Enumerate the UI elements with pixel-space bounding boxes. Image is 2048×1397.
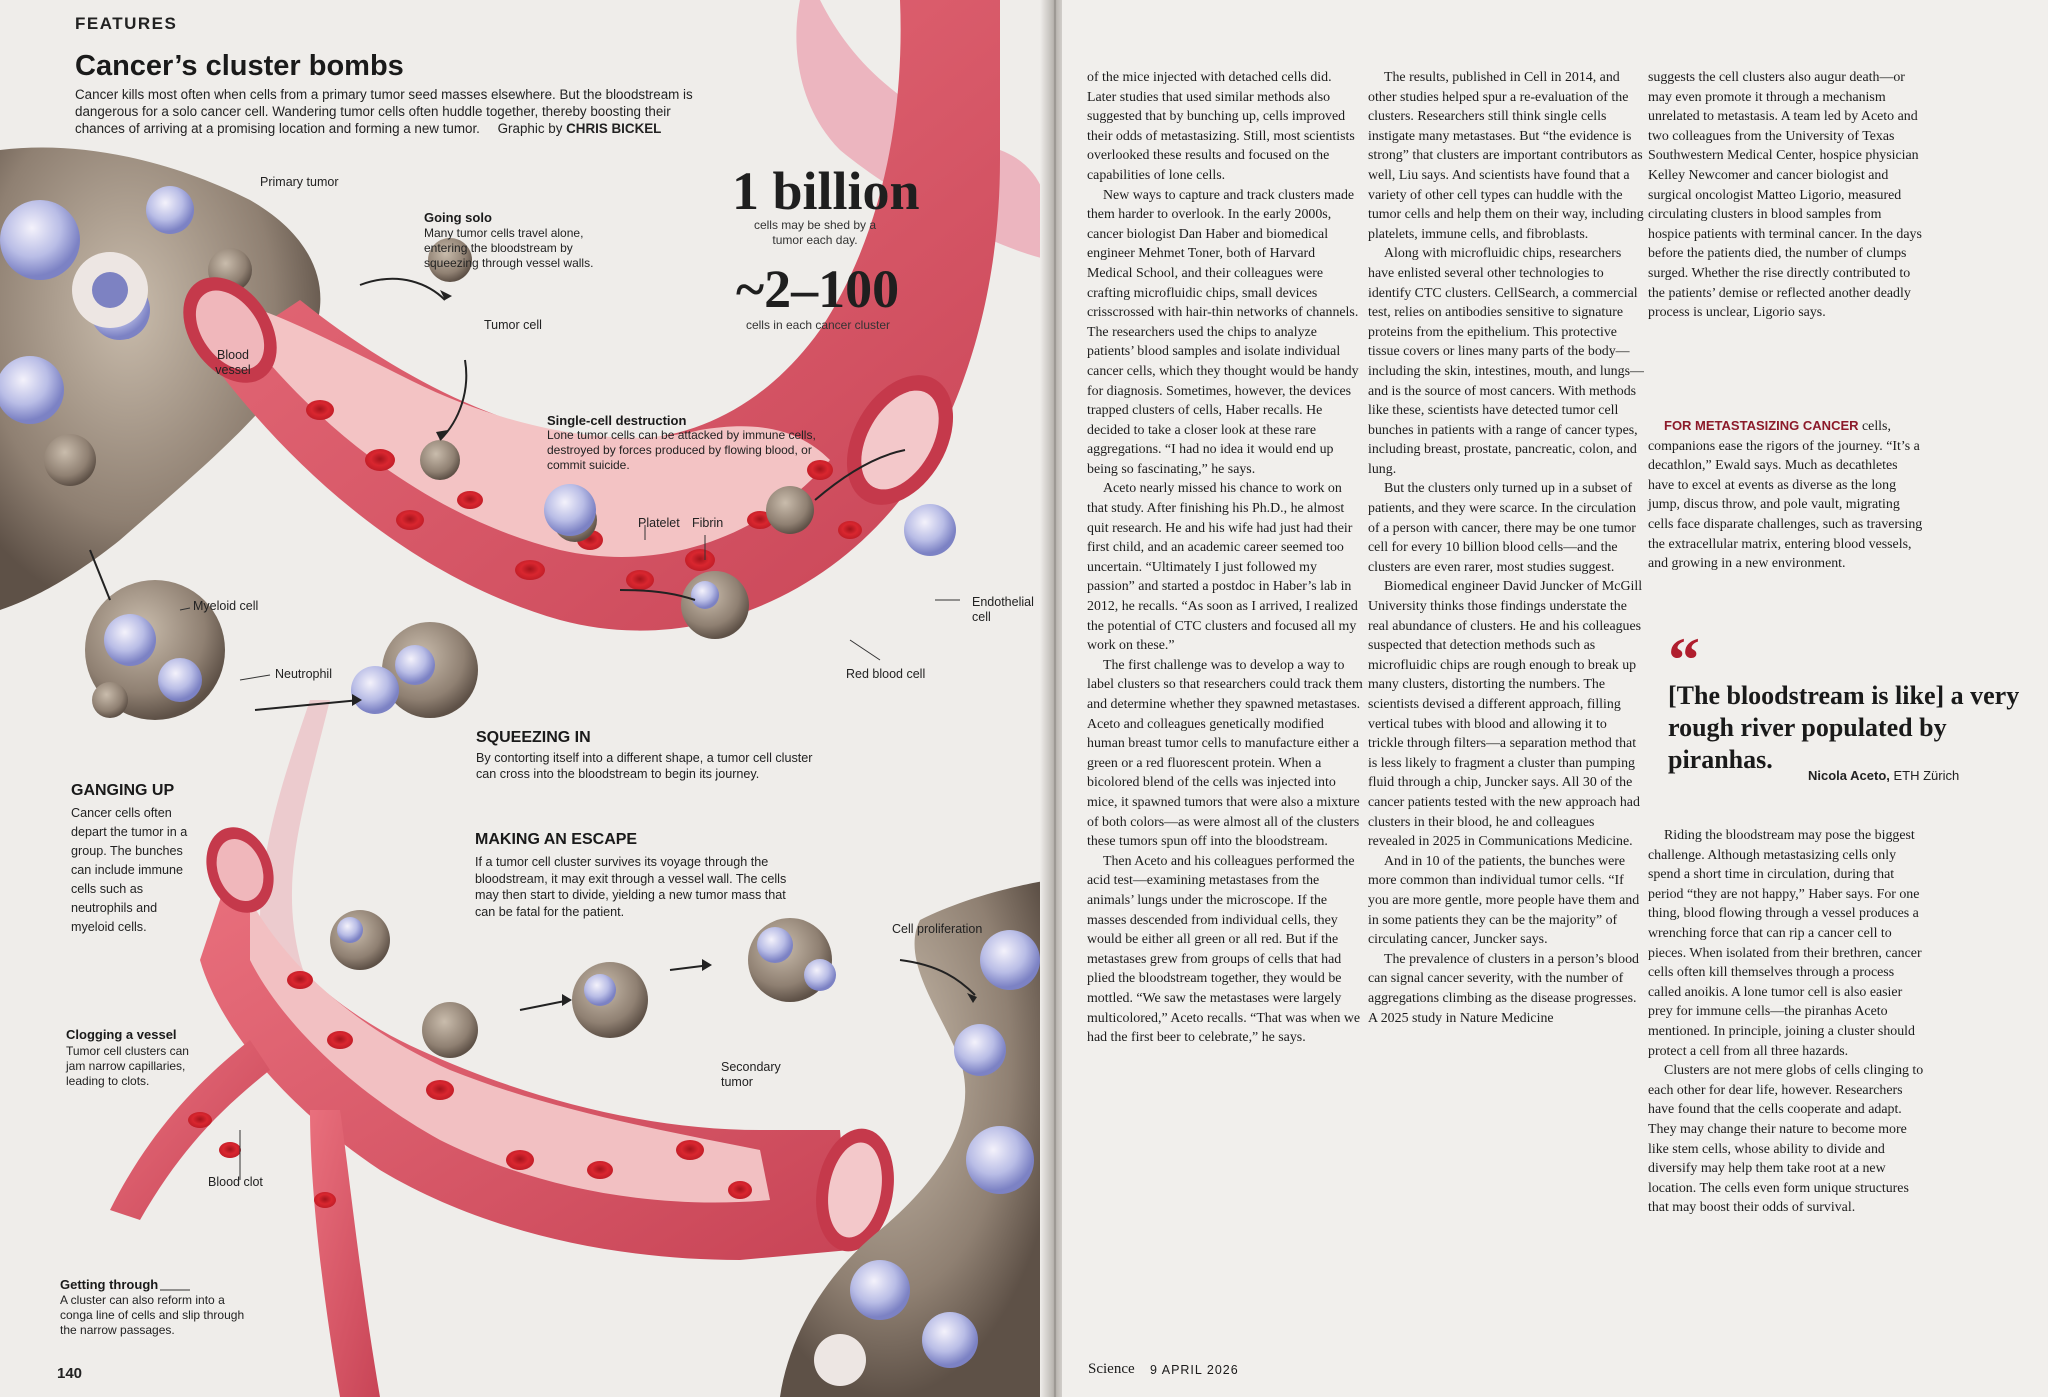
pull-quote xyxy=(1668,624,2040,783)
caption-ganging-body: Cancer cells often depart the tumor in a group. The bunches can include immune cells such as neutrophils and myeloid cells. xyxy=(71,806,188,934)
article-paragraph: suggests the cell clusters also augur death—or may even promote it through a mechanism unrelated to metastasis. A team led by Aceto and two colleagues from the University of Texas Southwestern Medical Center, hospice physician Kelley Newcomer and cancer biologist and surgical oncologist Matteo Ligorio, measured circulating clusters in blood samples from hospice patients with terminal cancer. In the days before the patients died, the number of clumps surged. Whether the rise directly contributed to the patients’ demise or reflected another deadly process is unclear, Ligorio says. xyxy=(1648,70,1922,321)
squeezing-cluster xyxy=(351,622,478,718)
article-paragraph: Along with microfluidic chips, researchers have enlisted several other technologies to identify CTC clusters. CellSearch, a commercial test, relies on antibodies sensitive to signature proteins from the epithelium. This protective tissue covers or lines many parts of the body—including the skin, intestines, mouth, and lungs—and is the source of most cancers. With methods like these, scientists have detected tumor cell bunches in patients with a range of cancer types, including breast, prostate, pancreatic, colon, and lung. xyxy=(1368,246,1644,477)
headline: Cancer’s cluster bombs xyxy=(75,50,404,82)
caption-squeezing-title: SQUEEZING IN xyxy=(476,729,591,746)
caption-clogging-title: Clogging a vessel xyxy=(66,1027,177,1042)
lead-in: FOR METASTASIZING CANCER xyxy=(1664,418,1859,433)
footer-magazine: Science xyxy=(1088,1361,1135,1377)
caption-going-solo-title: Going solo xyxy=(424,210,492,225)
article-paragraph: The prevalence of clusters in a person’s blood can signal cancer severity, with the number of aggregations climbing as the disease progresses. A 2025 study in Nature Medicine xyxy=(1368,951,1639,1026)
deck xyxy=(75,86,715,137)
label-secondary-tumor: Secondary tumor xyxy=(721,1060,781,1089)
caption-ganging-title: GANGING UP xyxy=(71,782,175,799)
caption-going-solo-body: Many tumor cells travel alone, entering the bloodstream by squeezing through vessel walls. xyxy=(424,226,594,270)
stat-cluster-size-caption: cells in each cancer cluster xyxy=(745,318,891,332)
label-primary-tumor: Primary tumor xyxy=(260,175,339,189)
pull-quote-name: Nicola Aceto, xyxy=(1808,768,1890,783)
caption-escape-body: If a tumor cell cluster survives its voyage through the bloodstream, it may exit through a vessel wall. The cells may then start to divide, yielding a new tumor mass that can be fatal for the patient. xyxy=(475,855,787,919)
label-endothelial-cell: Endothelial cell xyxy=(972,595,1034,624)
deck-text: Cancer kills most often when cells from a primary tumor seed masses elsewhere. But the bloodstream is dangerous for a solo cancer cell. Wandering tumor cells often huddle together, thereby boosting their chances of arriving at a promising location and forming a new tumor. xyxy=(75,87,693,136)
article-paragraph: Aceto nearly missed his chance to work on that study. After finishing his Ph.D., he almost quit research. He and his wife had just had their first child, and an academic career seemed too uncertain. “Ultimately I just followed my passion” and started a postdoc in Haber’s lab in 2012, he recalls. “As soon as I arrived, I realized the potential of CTC clusters and focused all my work on these.” xyxy=(1087,481,1358,654)
credit-prefix: Graphic by xyxy=(497,121,563,136)
stat-one-billion: 1 billion xyxy=(732,161,920,221)
section-label: FEATURES xyxy=(75,14,178,33)
article-column-1 xyxy=(1087,68,1363,1048)
label-tumor-cell: Tumor cell xyxy=(484,318,542,332)
label-red-blood-cell: Red blood cell xyxy=(846,667,926,681)
article-paragraph: And in 10 of the patients, the bunches were more common than individual tumor cells. “If you are more gentle, more people have them and in some patients they can be the majority” of circulating cancer, Juncker says. xyxy=(1368,853,1640,948)
article-column-3-top xyxy=(1648,68,1924,323)
footer-date: 9 APRIL 2026 xyxy=(1150,1363,1239,1377)
credit-name: CHRIS BICKEL xyxy=(566,121,662,136)
label-neutrophil: Neutrophil xyxy=(275,667,332,681)
label-myeloid-cell: Myeloid cell xyxy=(193,599,259,613)
article-paragraph: New ways to capture and track clusters made them harder to overlook. In the early 2000s, cancer biologist Dan Haber and biomedical engineer Mehmet Toner, both of Harvard Medical School, and their colleagues were crafting microfluidic chips, small devices crisscrossed with hair-thin networks of channels. The researchers used the chips to analyze patients’ blood samples and isolate individual cancer cells, which they thought would be handy for diagnosis. Sometimes, however, the devices trapped clusters of cells, Haber recalls. He decided to take a closer look at these rare aggregations. “I had no idea it would end up being so fascinating,” he says. xyxy=(1087,187,1359,477)
label-fibrin: Fibrin xyxy=(692,516,724,530)
article-paragraph: Biomedical engineer David Juncker of McGill University thinks those findings understate the real abundance of clusters. He and his colleagues suspected that detection methods such as microfluidic chips are rough enough to break up many clusters, distorting the numbers. The scientists devised a different approach, filling vertical tubes with blood and allowing it to trickle through filters—a separation method that is less likely to fragment a cluster than pumping fluid through a chip, Juncker says. All 30 of the cancer patients tested with the new approach had clusters in their blood, he and colleagues revealed in 2025 in Communications Medicine. xyxy=(1368,579,1643,850)
stat-cluster-size: ~2–100 xyxy=(736,259,900,319)
article-paragraph: But the clusters only turned up in a subset of patients, and they were scarce. In the circulation of a person with cancer, there may be one tumor cell for every 10 billion blood cells—and the clusters are even rarer, most studies suggest. xyxy=(1368,481,1637,575)
article-paragraph: Then Aceto and his colleagues performed the acid test—examining metastases from the animals’ lungs under the microscope. If the masses descended from individual cells, they would be either all green or all red. But if the metastases grew from groups of cells that had plied the bloodstream together, they would be mottled. “We saw the metastases were largely multicolored,” Aceto recalls. “That was when we had the first beer to celebrate,” he says. xyxy=(1087,853,1361,1046)
label-blood-clot: Blood clot xyxy=(208,1175,263,1189)
quote-mark-icon: “ xyxy=(1668,624,1700,695)
pull-quote-attribution xyxy=(1808,768,1959,783)
label-blood-vessel: Blood vessel xyxy=(215,348,251,377)
stat-one-billion-caption: cells may be shed by a tumor each day. xyxy=(753,218,877,247)
article-column-3-bottom xyxy=(1648,826,1924,1218)
label-platelet: Platelet xyxy=(638,516,680,530)
pull-quote-text: [The bloodstream is like] a very rough river populated by piranhas. xyxy=(1668,681,2020,774)
article-column-3-lead-paragraph xyxy=(1648,416,1924,574)
article-paragraph: The first challenge was to develop a way to label clusters so that researchers could track them and determine whether they spawned metastases. Aceto and colleagues genetically modified human breast tumor cells to manufacture either a green or a red fluorescent protein. When a bicolored blend of the cells was injected into mice, it spawned tumors that were also a mixture of both colors—as were almost all of the clusters these tumors spun off into the bloodstream. xyxy=(1087,657,1363,850)
article-paragraph: The results, published in Cell in 2014, and other studies helped spur a re-evaluation of the clusters. Researchers still think single cells instigate many metastases. But “the evidence is strong” that clusters are important contributors as well, Liu says. And scientists have found that a variety of other cell types can huddle with the tumor cells and help them on their way, including platelets, immune cells, and fibroblasts. xyxy=(1368,70,1644,242)
escape-clusters xyxy=(330,910,836,1058)
page-number-left: 140 xyxy=(57,1365,83,1382)
caption-single-cell-title: Single-cell destruction xyxy=(547,413,687,428)
label-cell-proliferation: Cell proliferation xyxy=(892,922,983,936)
caption-getting-through-body: A cluster can also reform into a conga line of cells and slip through the narrow passages. xyxy=(60,1293,245,1337)
caption-single-cell-body: Lone tumor cells can be attacked by immune cells, destroyed by forces produced by flowing blood, or commit suicide. xyxy=(547,428,816,472)
caption-escape-title: MAKING AN ESCAPE xyxy=(475,831,638,848)
article-column-2 xyxy=(1368,68,1644,1028)
article-paragraph: of the mice injected with detached cells did. Later studies that used similar methods also suggested that by bunching up, cells improved their odds of metastasizing. Still, most scientists overlooked these results and focused on the capabilities of lone cells. xyxy=(1087,70,1355,183)
lead-in-rest: cells, companions ease the rigors of the journey. “It’s a decathlon,” Ewald says. Much as decathletes have to excel at events as diverse as the long jump, discus throw, and pole vault, migrating cells face disparate challenges, such as traversing the extracellular matrix, entering blood vessels, and growing in a new environment. xyxy=(1648,419,1923,572)
caption-clogging-body: Tumor cell clusters can jam narrow capillaries, leading to clots. xyxy=(66,1044,189,1088)
graphic-credit xyxy=(498,121,662,136)
article-paragraph: Clusters are not mere globs of cells clinging to each other for dear life, however. Researchers have found that the cells cooperate and adapt. They may change their nature to become more like stem cells, whose ability to divide and diversify may help them take root at a new location. The cells even form unique structures that may boost their odds of survival. xyxy=(1648,1063,1924,1216)
caption-squeezing-body: By contorting itself into a different shape, a tumor cell cluster can cross into the bloodstream to begin its journey. xyxy=(476,751,813,781)
pull-quote-affiliation: ETH Zürich xyxy=(1893,768,1960,783)
caption-getting-through-title: Getting through xyxy=(60,1277,159,1292)
article-paragraph: Riding the bloodstream may pose the biggest challenge. Although metastasizing cells only spend a short time in circulation, during that period “they are not happy,” Haber says. For one thing, blood flowing through a vessel produces a wrenching force that can rip a cancer cell to pieces. When isolated from their brethren, cancer cells often kill themselves through a process called anoikis. A lone tumor cell is also easier prey for immune cells—the piranhas Aceto mentioned. In principle, joining a cluster should protect a cell from all three hazards. xyxy=(1648,828,1922,1059)
